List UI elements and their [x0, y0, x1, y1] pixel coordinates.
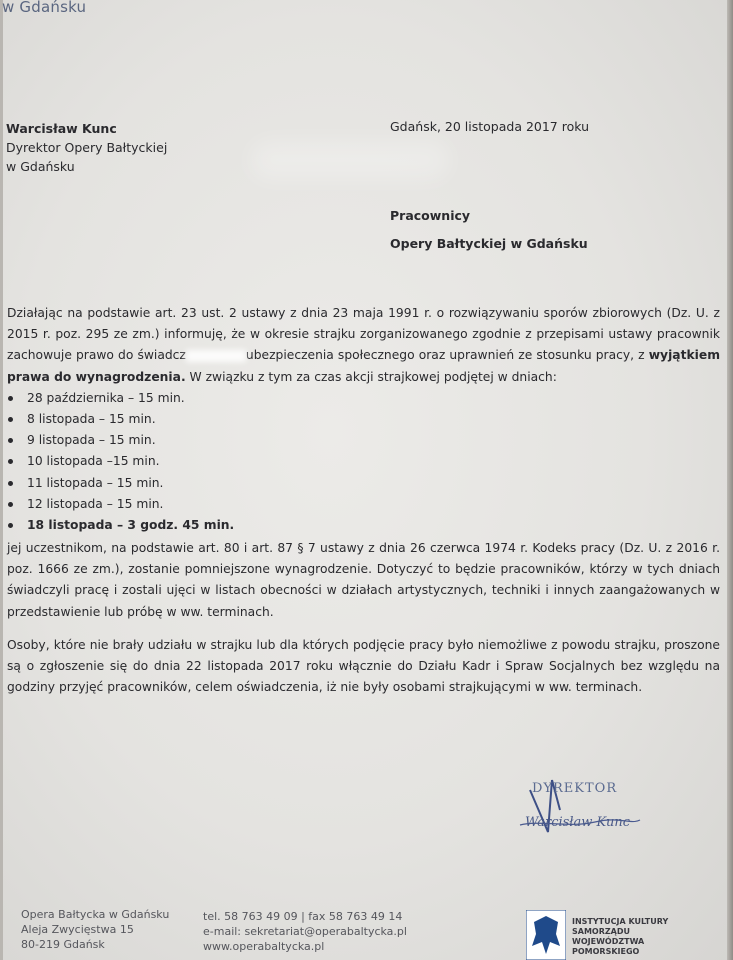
sender-title: Dyrektor Opery Bałtyckiej: [6, 140, 168, 155]
paragraph-2: jej uczestnikom, na podstawie art. 80 i art. 87 § 7 ustawy z dnia 26 czerwca 1974 r. Kodeks pracy (Dz. U. z 2016 r. poz. 1666 ze zm.), zostanie pomniejszone wynagrodzenie. Dotyczyć to będzie pracowników, którzy w tych dniach świadczyli pracę i zostali ujęci w listach obecności w działach artystycznych, techniki i innych zaangażowanych w przedstawienie lub próbę w ww. terminach.: [7, 541, 720, 619]
griffin-crest-icon: [526, 910, 566, 960]
recipient-line-2: Opery Bałtyckiej w Gdańsku: [390, 236, 588, 251]
paragraph-1: [7, 303, 720, 536]
paragraph-1-part-1: Działając na podstawie art. 23 ust. 2 ustawy z dnia 23 maja 1991 r. o rozwiązywaniu sporów zbiorowych (Dz. U. z 2015 r. poz. 295 ze zm.) informuję, że w okresie strajku zorganizowanego zgodnie z przepisami ustawy pracownik zachowuje prawo do świadcz: [7, 306, 720, 363]
letter-date: Gdańsk, 20 listopada 2017 roku: [390, 119, 590, 134]
letterhead-cut: w Gdańsku: [2, 0, 87, 16]
footer-phone: tel. 58 763 49 09 | fax 58 763 49 14: [203, 910, 403, 923]
footer-street: Aleja Zwycięstwa 15: [21, 923, 134, 936]
list-item: 10 listopada –15 min.: [7, 451, 720, 472]
list-item: 18 listopada – 3 godz. 45 min.: [7, 515, 720, 536]
glare-obscured-text: [186, 350, 246, 362]
paragraph-1-part-2: ubezpieczenia społecznego oraz uprawnień ze stosunku pracy, z: [245, 348, 649, 363]
list-item: 11 listopada – 15 min.: [7, 473, 720, 494]
sender-name: Warcisław Kunc: [6, 121, 117, 136]
list-item: 9 listopada – 15 min.: [7, 430, 720, 451]
paragraph-3: Osoby, które nie brały udziału w strajku lub dla których podjęcie pracy było niemożliwe z powodu strajku, proszone są o zgłoszenie się do dnia 22 listopada 2017 roku włącznie do Działu Kadr i Spraw Socjalnych bez względu na godziny przyjęć pracowników, celem oświadczenia, iż nie były osobami strajkującymi w ww. terminach.: [7, 638, 720, 695]
recipient-line-1: Pracownicy: [390, 208, 471, 223]
footer-zip: 80-219 Gdańsk: [21, 938, 105, 951]
footer-web: www.operabaltycka.pl: [203, 940, 325, 953]
footer-institution: [572, 917, 668, 957]
signature-title: DYREKTOR: [532, 781, 618, 796]
list-item: 12 listopada – 15 min.: [7, 494, 720, 515]
footer-inst-4: POMORSKIEGO: [572, 947, 640, 956]
frame-edge-left: [0, 0, 3, 960]
footer-inst-3: WOJEWÓDZTWA: [572, 937, 645, 946]
sender-city: w Gdańsku: [6, 159, 75, 174]
paragraph-1-part-3: W związku z tym za czas akcji strajkowej podjętej w dniach:: [185, 369, 557, 384]
footer-email: e-mail: sekretariat@operabaltycka.pl: [203, 925, 407, 938]
footer-contact: [203, 909, 407, 954]
paragraph-1-bold: wyjątkiem prawa do wynagrodzenia.: [7, 348, 721, 384]
recipient-block: [390, 202, 588, 258]
list-item: 28 października – 15 min.: [7, 388, 720, 409]
signature-name: Warcisław Kunc: [525, 815, 630, 830]
footer-inst-1: INSTYTUCJA KULTURY: [572, 917, 669, 926]
sender-block: [6, 119, 167, 176]
footer-org: Opera Bałtycka w Gdańsku: [21, 908, 170, 921]
frame-edge-right: [727, 0, 733, 960]
footer-inst-2: SAMORZĄDU: [572, 927, 631, 936]
list-item: 8 listopada – 15 min.: [7, 409, 720, 430]
strike-days-list: [7, 388, 720, 536]
glass-glare: [250, 140, 450, 180]
footer-address: [21, 907, 169, 952]
